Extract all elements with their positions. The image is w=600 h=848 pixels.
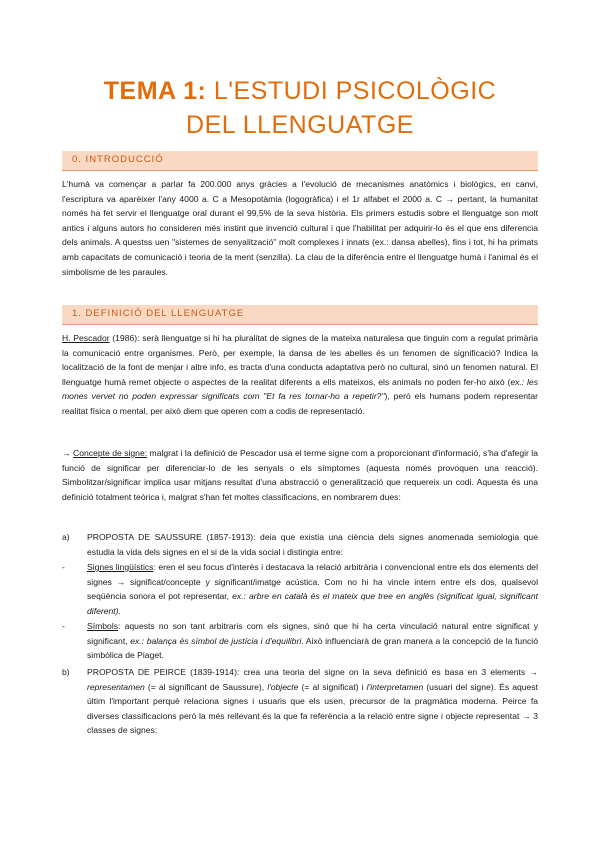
pescador-text: (1986): serà llenguatge si hi ha pluralitat de signes de la mateixa naturalesa que tinguin com a regulat primària la comunicació entre organismes. Però, per exemple, la dansa de les abelles és un fenomen de significació? Indica la localització de la font de menjar i altre info, es tracta d'una conducta adaptativa però no cultural, sinó un fenomen natural. El llenguatge humà remet objecte o aspectes de la realitat diferents a ells mateixos, els animals no poden fer-ho això ( xyxy=(62,333,538,387)
title-strong: TEMA 1: xyxy=(103,77,207,105)
section-label-intro: 0. INTRODUCCIÓ xyxy=(72,154,164,165)
title-rest: L'ESTUDI PSICOLÒGIC xyxy=(213,77,497,105)
linguistic-signs-text: : eren el seu focus d'interès i destacava la relació arbitrària i convencional entre els dos elements del signes → significat/concepte y significant/imatge acústica. Com no hi ha vincle intern entre els dos, qualsevol seqüència sonora el pot representar, xyxy=(87,562,538,602)
signe-paragraph xyxy=(62,446,538,504)
section-label-definition: 1. DEFINICIÓ DEL LLENGUATGE xyxy=(72,308,245,319)
list-item-linguistic-signs xyxy=(62,560,538,618)
list-marker: b) xyxy=(62,667,70,677)
page-title xyxy=(0,74,600,142)
section-header-intro xyxy=(62,151,538,171)
pescador-paragraph xyxy=(62,331,538,419)
pescador-example: ex.: les mones vervet no poden expressar significats com "Et fa res tornar-ho a repetir?" xyxy=(62,376,538,402)
arrow-icon: → xyxy=(62,448,71,458)
list-marker: - xyxy=(62,562,65,572)
peirce-text: PROPOSTA DE PEIRCE (1839-1914): crea una teoria del signe on la seva definició es basa en 3 elements → xyxy=(87,667,538,677)
signe-term: Concepte de signe: xyxy=(73,448,148,458)
section-header-definition xyxy=(62,305,538,325)
signe-text: malgrat i la definició de Pescador usa el terme signe com a proporcionant d'informació, s'ha d'afegir la funció de significar per diferenciar-lo de les senyals o els símptomes (aquesta només provoquen una reacció). Simbolitzar/significar implica usar mitjans resultat d'una abstracció o generalització que requereix un codi. Aquesta és una definició totalment teòrica i, malgrat s'han fet moltes classificacions, en nombrarem dues: xyxy=(62,448,538,502)
linguistic-signs-term: Signes lingüístics xyxy=(87,562,154,572)
pescador-name: H. Pescador xyxy=(62,333,110,343)
symbols-text: : aquests no son tant arbitraris com els signes, sinó que hi ha certa vinculació natural entre significat y significant, xyxy=(87,621,538,646)
list-item-peirce xyxy=(62,665,538,738)
term-objecte: l'objecte xyxy=(267,681,299,692)
title-line-2: DEL LLENGUATGE xyxy=(186,111,414,139)
peirce-text-3: (= al significat) i xyxy=(298,681,367,692)
symbols-text-end: . Això influenciarà de gran manera a la concepció de la funció simbòlica de Piaget. xyxy=(87,635,538,661)
peirce-text-2: (= al significant de Saussure), xyxy=(144,681,268,692)
list-item-symbols xyxy=(62,619,538,663)
list-marker: - xyxy=(62,621,65,631)
saussure-text: PROPOSTA DE SAUSSURE (1857-1913): deia que existia una ciència dels signes anomenada semiologia que estudia la vida dels signes en el si de la vida social i distingia entre: xyxy=(87,532,538,557)
term-representamen: representamen xyxy=(87,681,145,692)
linguistic-signs-example: ex.: arbre en català és el mateix que tree en anglès (significat igual, significant diferent). xyxy=(87,591,539,616)
peirce-text-4: (usuari del signe). És aquest últim l'important perquè relaciona signes i usuaris que els usen, precursor de la pragmàtica moderna. Peirce fa diverses classificacions però la més rellevant és la que fa referència a la relació entre signe i objecte representat → 3 classes de signes: xyxy=(87,681,538,736)
symbols-example: ex.: balança és símbol de justícia i d'equilibri xyxy=(130,635,302,646)
list-marker: a) xyxy=(62,532,70,542)
list-item-saussure xyxy=(62,530,538,559)
term-interpretamen: l'interpretamen xyxy=(366,681,424,692)
pescador-text-end: ), però els humans podem representar realitat física o mental, per això diem que operen com a codis de representació. xyxy=(62,391,538,416)
intro-paragraph: L'humà va començar a parlar fa 200.000 anys gràcies a l'evolució de mecanismes anatòmics i biològics, en canvi, l'escriptura va aparèixer l'any 4000 a. C a Mesopotàmia (logogràfica) i el 1r alfabet el 2000 a. C → pertant, la humanitat només ha fet servir el llenguatge oral durant el 99,5% de la seva història. Els primers estudis sobre el llenguatge son molt antics i alguns autors ho consideren més instint que invenció cultural i que l'habilitat per adquirir-lo és el que ens diferencia dels animals. A questss uen "sistemes de senyalització" molt complexes i innats (ex.: dansa abelles), fins i tot, hi ha primats amb capacitats de comunicació i teoria de la ment (senzilla). La clau de la diferència entre el llenguatge humà i l'animal és el simbolisme de les paraules. xyxy=(62,179,538,277)
symbols-term: Símbols xyxy=(87,621,119,631)
